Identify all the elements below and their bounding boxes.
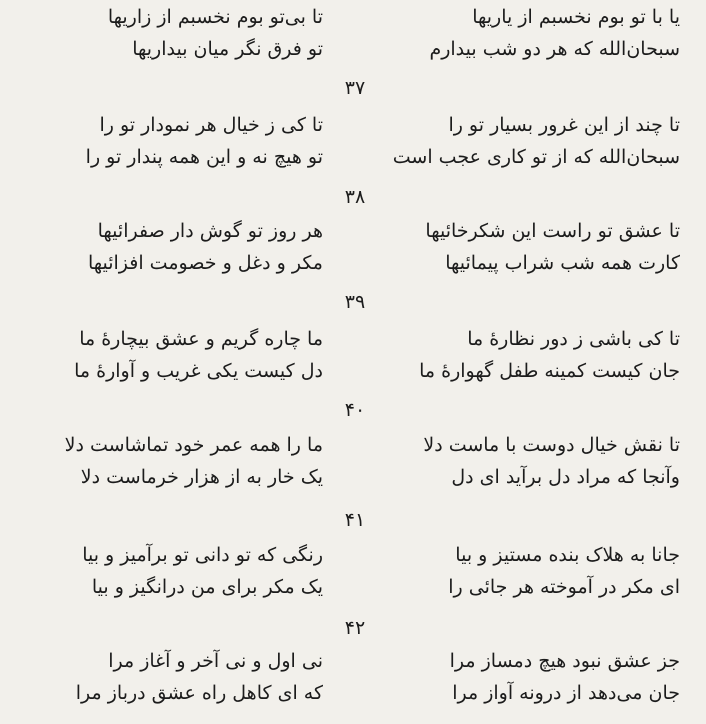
verse-left-1: ما را همه عمر خود تماشاست دلا [64, 434, 323, 456]
verse-right-2: جان می‌دهد از درونه آواز مرا [452, 682, 680, 704]
quatrain-number: ۳۸ [344, 186, 366, 208]
stanza-38 [0, 216, 706, 280]
quatrain-number: ۴۰ [344, 399, 366, 421]
verse-right-1: تا عشق تو راست این شکرخائیها [425, 220, 680, 242]
verse-right-1: تا کی باشی ز دور نظارهٔ ما [467, 328, 680, 350]
verse-left-2: که ای کاهل راه عشق درباز مرا [75, 682, 323, 704]
quatrain-number: ۳۷ [344, 77, 366, 99]
verse-left-2: تو فرق نگر میان بیداریها [132, 38, 323, 60]
verse-left-1: نی اول و نی آخر و آغاز مرا [108, 650, 323, 672]
verse-right-2: سبحان‌الله که از تو کاری عجب است [392, 146, 680, 168]
verse-right-2: کارت همه شب شراب پیمائیها [445, 252, 680, 274]
verse-left-2: یک مکر برای من درانگیز و بیا [91, 576, 323, 598]
verse-right-2: وآنجا که مراد دل برآید ای دل [451, 466, 680, 488]
verse-left-1: رنگی که تو دانی تو برآمیز و بیا [82, 544, 323, 566]
verse-left-2: یک خار به از هزار خرماست دلا [80, 466, 323, 488]
verse-left-2: مکر و دغل و خصومت افزائیها [87, 252, 323, 274]
verse-right-1: یا با تو بوم نخسبم از یاریها [472, 6, 680, 28]
stanza-42 [0, 646, 706, 710]
stanza-36 [0, 2, 706, 66]
verse-left-1: تا بی‌تو بوم نخسبم از زاریها [107, 6, 323, 28]
verse-right-2: جان کیست کمینه طفل گهوارهٔ ما [419, 360, 680, 382]
stanza-41 [0, 540, 706, 604]
verse-right-1: تا نقش خیال دوست با ماست دلا [423, 434, 680, 456]
verse-right-2: سبحان‌الله که هر دو شب بیدارم [429, 38, 680, 60]
verse-left-2: دل کیست یکی غریب و آوارهٔ ما [74, 360, 323, 382]
verse-left-1: هر روز تو گوش دار صفرائیها [97, 220, 323, 242]
verse-right-1: تا چند از این غرور بسیار تو را [448, 114, 680, 136]
quatrain-number: ۳۹ [344, 291, 366, 313]
verse-left-2: تو هیچ نه و این همه پندار تو را [85, 146, 323, 168]
stanza-40 [0, 430, 706, 494]
verse-right-2: ای مکر در آموخته هر جائی را [448, 576, 680, 598]
stanza-37 [0, 110, 706, 174]
verse-right-1: جز عشق نبود هیچ دمساز مرا [449, 650, 680, 672]
verse-left-1: ما چاره گریم و عشق بیچارهٔ ما [79, 328, 323, 350]
stanza-39 [0, 324, 706, 388]
verse-left-1: تا کی ز خیال هر نمودار تو را [99, 114, 323, 136]
quatrain-number: ۴۱ [344, 509, 366, 531]
verse-right-1: جانا به هلاک بنده مستیز و بیا [455, 544, 680, 566]
quatrain-number: ۴۲ [344, 617, 366, 639]
